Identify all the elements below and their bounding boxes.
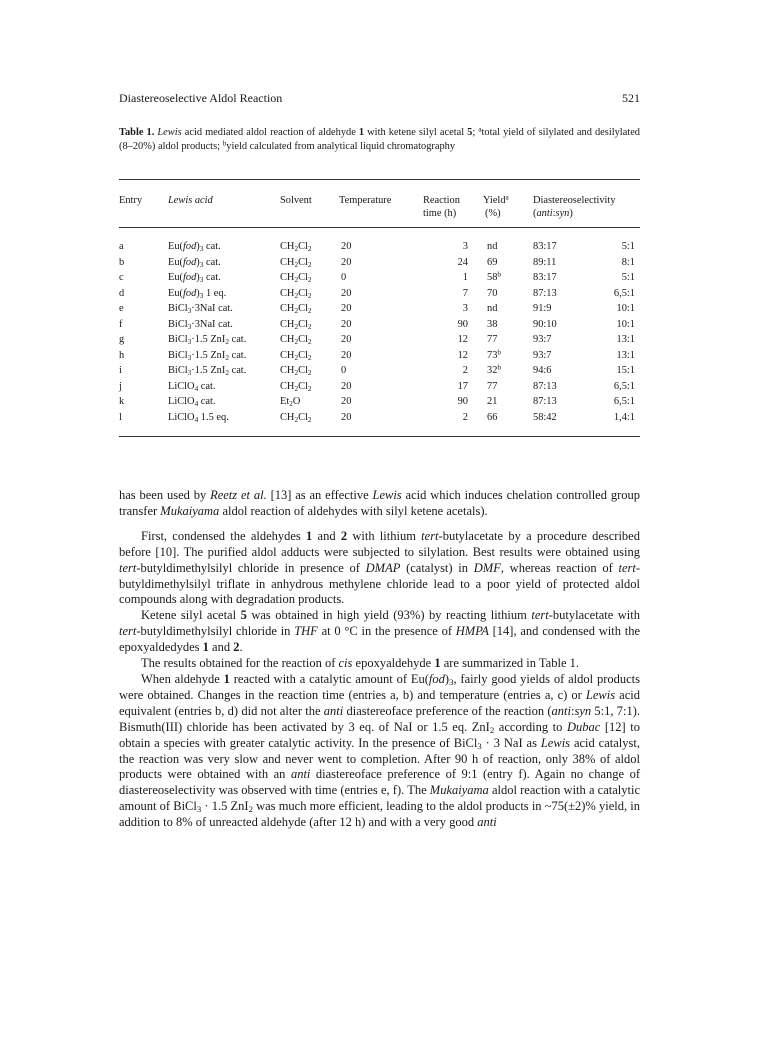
cell-solvent: $CH_2Cl_2$ — [280, 334, 312, 346]
header-yield-line2: (%) — [485, 208, 501, 219]
cell-solvent: $Et_2O$ — [280, 396, 301, 408]
header-solvent: Solvent — [280, 195, 312, 206]
cell-reaction-time: 17 — [457, 380, 468, 392]
cell-reaction-time: 12 — [457, 349, 468, 361]
cell-ratio: 91:9 — [533, 303, 552, 314]
header-reaction-time-line1: Reaction — [423, 195, 460, 206]
cell-reaction-time: 90 — [457, 396, 468, 407]
cell-temperature: 20 — [341, 318, 352, 330]
cell-solvent: $CH_2Cl_2$ — [280, 303, 312, 315]
cell-entry: d — [119, 287, 125, 299]
cell-ratio: 87:13 — [533, 380, 557, 392]
caption-label: Table 1. — [119, 127, 155, 138]
cell-ratio: 58:42 — [533, 411, 557, 423]
cell-simplified-ratio: 6,5:1 — [613, 287, 635, 299]
cell-entry: b — [119, 256, 125, 268]
table-caption — [119, 126, 640, 154]
body-paragraph: has been used by Reetz et al. [13] as an effective Lewis acid which induces chelation controlled group transfer Mukaiyama aldol reaction of aldehydes with silyl ketene acetals). — [119, 488, 640, 518]
cell-temperature: 20 — [341, 334, 352, 345]
cell-ratio: 83:17 — [533, 241, 557, 252]
body-paragraph: First, condensed the aldehydes 1 and 2 with lithium tert-butylacetate by a procedure described before [10]. The purified aldol adducts were subjected to silylation. Best results were obtained using tert-butyldimethylsilyl chloride in presence of DMAP (catalyst) in DMF, whereas reaction of tert-butyldimethylsilyl triflate in anhydrous methylene chloride lead to a poor yield of protected aldol compounds along with degradation products. — [119, 528, 640, 607]
body-paragraph: When aldehyde 1 reacted with a catalytic amount of $Eu(fod)_3$, fairly good yields of aldol products were obtained. Changes in the reaction time (entries a, b) and temperature (entries a, c) or Lewis acid equivalent (entries b, d) did not alter the anti diastereoface preference of the reaction (anti:syn 5:1, 7:1). Bismuth(III) chloride has been activated by 3 eq. of NaI or 1.5 eq. ZnI$_2$ according to Dubac [12] to obtain a species with greater catalytic activity. In the presence of BiCl$_3$ · 3 NaI as Lewis acid catalyst, the reaction was very slow and never went to completion. After 90 h of reaction, only 38% of aldol products were obtained with an anti diastereoface preference of 9:1 (entry f). Again no change of diastereoselectivity was observed with time (entries e, f). The Mukaiyama aldol reaction with a catalytic amount of BiCl$_3$ · 1.5 ZnI$_2$ was much more efficient, leading to the aldol products in ~75(±2)% yield, in addition to 8% of unreacted aldehyde (after 12 h) and with a very good anti — [119, 671, 640, 830]
cell-reaction-time: 2 — [462, 411, 468, 423]
cell-lewis-acid: BiCl$_3$·1.5 ZnI$_2$ cat. — [168, 349, 247, 362]
cell-temperature: 20 — [341, 241, 352, 252]
cell-simplified-ratio: 1,4:1 — [613, 411, 635, 423]
cell-simplified-ratio: 5:1 — [621, 272, 635, 283]
body-text — [119, 488, 640, 831]
cell-lewis-acid: $Eu(fod)_3$ 1 eq. — [168, 287, 227, 300]
cell-simplified-ratio: 6,5:1 — [613, 396, 635, 407]
cell-entry: j — [119, 380, 122, 392]
cell-simplified-ratio: 6,5:1 — [613, 380, 635, 392]
cell-ratio: 93:7 — [533, 334, 552, 345]
cell-ratio: 87:13 — [533, 287, 557, 299]
cell-entry: e — [119, 303, 124, 314]
cell-simplified-ratio: 10:1 — [616, 318, 635, 330]
cell-lewis-acid: BiCl$_3$·3NaI cat. — [168, 303, 233, 315]
cell-temperature: 20 — [341, 411, 352, 423]
cell-lewis-acid: BiCl$_3$·1.5 ZnI$_2$ cat. — [168, 334, 247, 346]
header-lewis-acid: Lewis acid — [168, 195, 213, 206]
caption-text: Lewis acid mediated aldol reaction of aldehyde 1 with ketene silyl acetal 5; $^a$total yield of silylated and desilylated (8–20%) aldol products; $^b$yield calculated from analytical liquid chromatography — [119, 125, 640, 152]
cell-temperature: 20 — [341, 256, 352, 268]
cell-yield: 38 — [487, 318, 498, 330]
cell-lewis-acid: $Eu(fod)_3$ cat. — [168, 272, 221, 284]
cell-reaction-time: 3 — [462, 241, 468, 252]
body-paragraph: Ketene silyl acetal 5 was obtained in high yield (93%) by reacting lithium tert-butylacetate with tert-butyldimethylsilyl chloride in THF at 0 °C in the presence of HMPA [14], and condensed with the epoxyaldedydes 1 and 2. — [119, 608, 640, 655]
cell-yield: 21 — [487, 396, 498, 407]
cell-ratio: 90:10 — [533, 318, 557, 330]
page-number: 521 — [622, 91, 640, 105]
table-top-rule — [119, 179, 640, 180]
header-reaction-time — [423, 194, 460, 220]
cell-yield: 66 — [487, 411, 498, 423]
cell-entry: h — [119, 349, 125, 361]
cell-simplified-ratio: 10:1 — [616, 303, 635, 314]
header-yield — [483, 194, 509, 220]
cell-yield: 32$^b$ — [487, 363, 502, 376]
cell-reaction-time: 7 — [462, 287, 468, 299]
cell-solvent: $CH_2Cl_2$ — [280, 272, 312, 284]
cell-lewis-acid: BiCl$_3$·1.5 ZnI$_2$ cat. — [168, 365, 247, 377]
cell-yield: 77 — [487, 380, 498, 392]
cell-temperature: 20 — [341, 396, 352, 407]
cell-reaction-time: 12 — [457, 334, 468, 345]
cell-solvent: $CH_2Cl_2$ — [280, 349, 312, 362]
cell-temperature: 20 — [341, 349, 352, 361]
table-bottom-rule — [119, 436, 640, 437]
running-title: Diastereoselective Aldol Reaction — [119, 91, 283, 105]
header-entry: Entry — [119, 195, 143, 206]
cell-reaction-time: 2 — [462, 365, 468, 376]
cell-temperature: 0 — [341, 365, 347, 376]
cell-solvent: $CH_2Cl_2$ — [280, 380, 312, 393]
cell-ratio: 94:6 — [533, 365, 552, 376]
cell-reaction-time: 3 — [462, 303, 468, 314]
cell-temperature: 20 — [341, 287, 352, 299]
cell-simplified-ratio: 15:1 — [616, 365, 635, 376]
cell-lewis-acid: LiClO$_4$ cat. — [168, 380, 216, 393]
cell-simplified-ratio: 13:1 — [616, 349, 635, 361]
cell-yield: 69 — [487, 256, 498, 268]
cell-lewis-acid: $Eu(fod)_3$ cat. — [168, 256, 221, 269]
cell-entry: f — [119, 318, 123, 330]
cell-yield: 73$^b$ — [487, 347, 502, 361]
cell-ratio: 93:7 — [533, 349, 552, 361]
cell-simplified-ratio: 13:1 — [616, 334, 635, 345]
cell-entry: a — [119, 241, 124, 252]
cell-lewis-acid: LiClO$_4$ cat. — [168, 396, 216, 408]
cell-lewis-acid: LiClO$_4$ 1.5 eq. — [168, 411, 229, 424]
cell-ratio: 87:13 — [533, 396, 557, 407]
cell-solvent: $CH_2Cl_2$ — [280, 411, 312, 424]
header-diastereoselectivity — [533, 194, 616, 220]
cell-yield: 58$^b$ — [487, 270, 502, 283]
cell-entry: g — [119, 334, 125, 345]
header-diastereo-line1: Diastereoselectivity — [533, 195, 616, 206]
cell-temperature: 0 — [341, 272, 347, 283]
cell-reaction-time: 90 — [457, 318, 468, 330]
cell-solvent: $CH_2Cl_2$ — [280, 241, 312, 253]
cell-entry: i — [119, 365, 122, 376]
cell-lewis-acid: $Eu(fod)_3$ cat. — [168, 241, 221, 253]
cell-entry: k — [119, 396, 125, 407]
header-reaction-time-line2: time (h) — [423, 208, 457, 219]
cell-temperature: 20 — [341, 380, 352, 392]
cell-simplified-ratio: 5:1 — [621, 241, 635, 252]
cell-entry: c — [119, 272, 124, 283]
cell-ratio: 89:11 — [533, 256, 557, 268]
cell-yield: nd — [487, 303, 498, 314]
cell-reaction-time: 1 — [462, 272, 468, 283]
cell-ratio: 83:17 — [533, 272, 557, 283]
header-temperature: Temperature — [339, 195, 392, 206]
header-diastereo-line2: (anti:syn) — [533, 208, 573, 219]
table-header-rule — [119, 227, 640, 228]
cell-temperature: 20 — [341, 303, 352, 314]
cell-solvent: $CH_2Cl_2$ — [280, 256, 312, 269]
cell-yield: 70 — [487, 287, 498, 299]
cell-solvent: $CH_2Cl_2$ — [280, 365, 312, 377]
body-paragraph: The results obtained for the reaction of cis epoxyaldehyde 1 are summarized in Table 1. — [141, 656, 579, 671]
cell-lewis-acid: BiCl$_3$·3NaI cat. — [168, 318, 233, 331]
cell-entry: l — [119, 411, 122, 423]
header-yield-line1: Yield$^a$ — [483, 193, 509, 206]
cell-solvent: $CH_2Cl_2$ — [280, 287, 312, 300]
cell-reaction-time: 24 — [457, 256, 468, 268]
cell-solvent: $CH_2Cl_2$ — [280, 318, 312, 331]
running-head — [119, 91, 640, 106]
cell-simplified-ratio: 8:1 — [621, 256, 635, 268]
cell-yield: 77 — [487, 334, 498, 345]
cell-yield: nd — [487, 241, 498, 252]
